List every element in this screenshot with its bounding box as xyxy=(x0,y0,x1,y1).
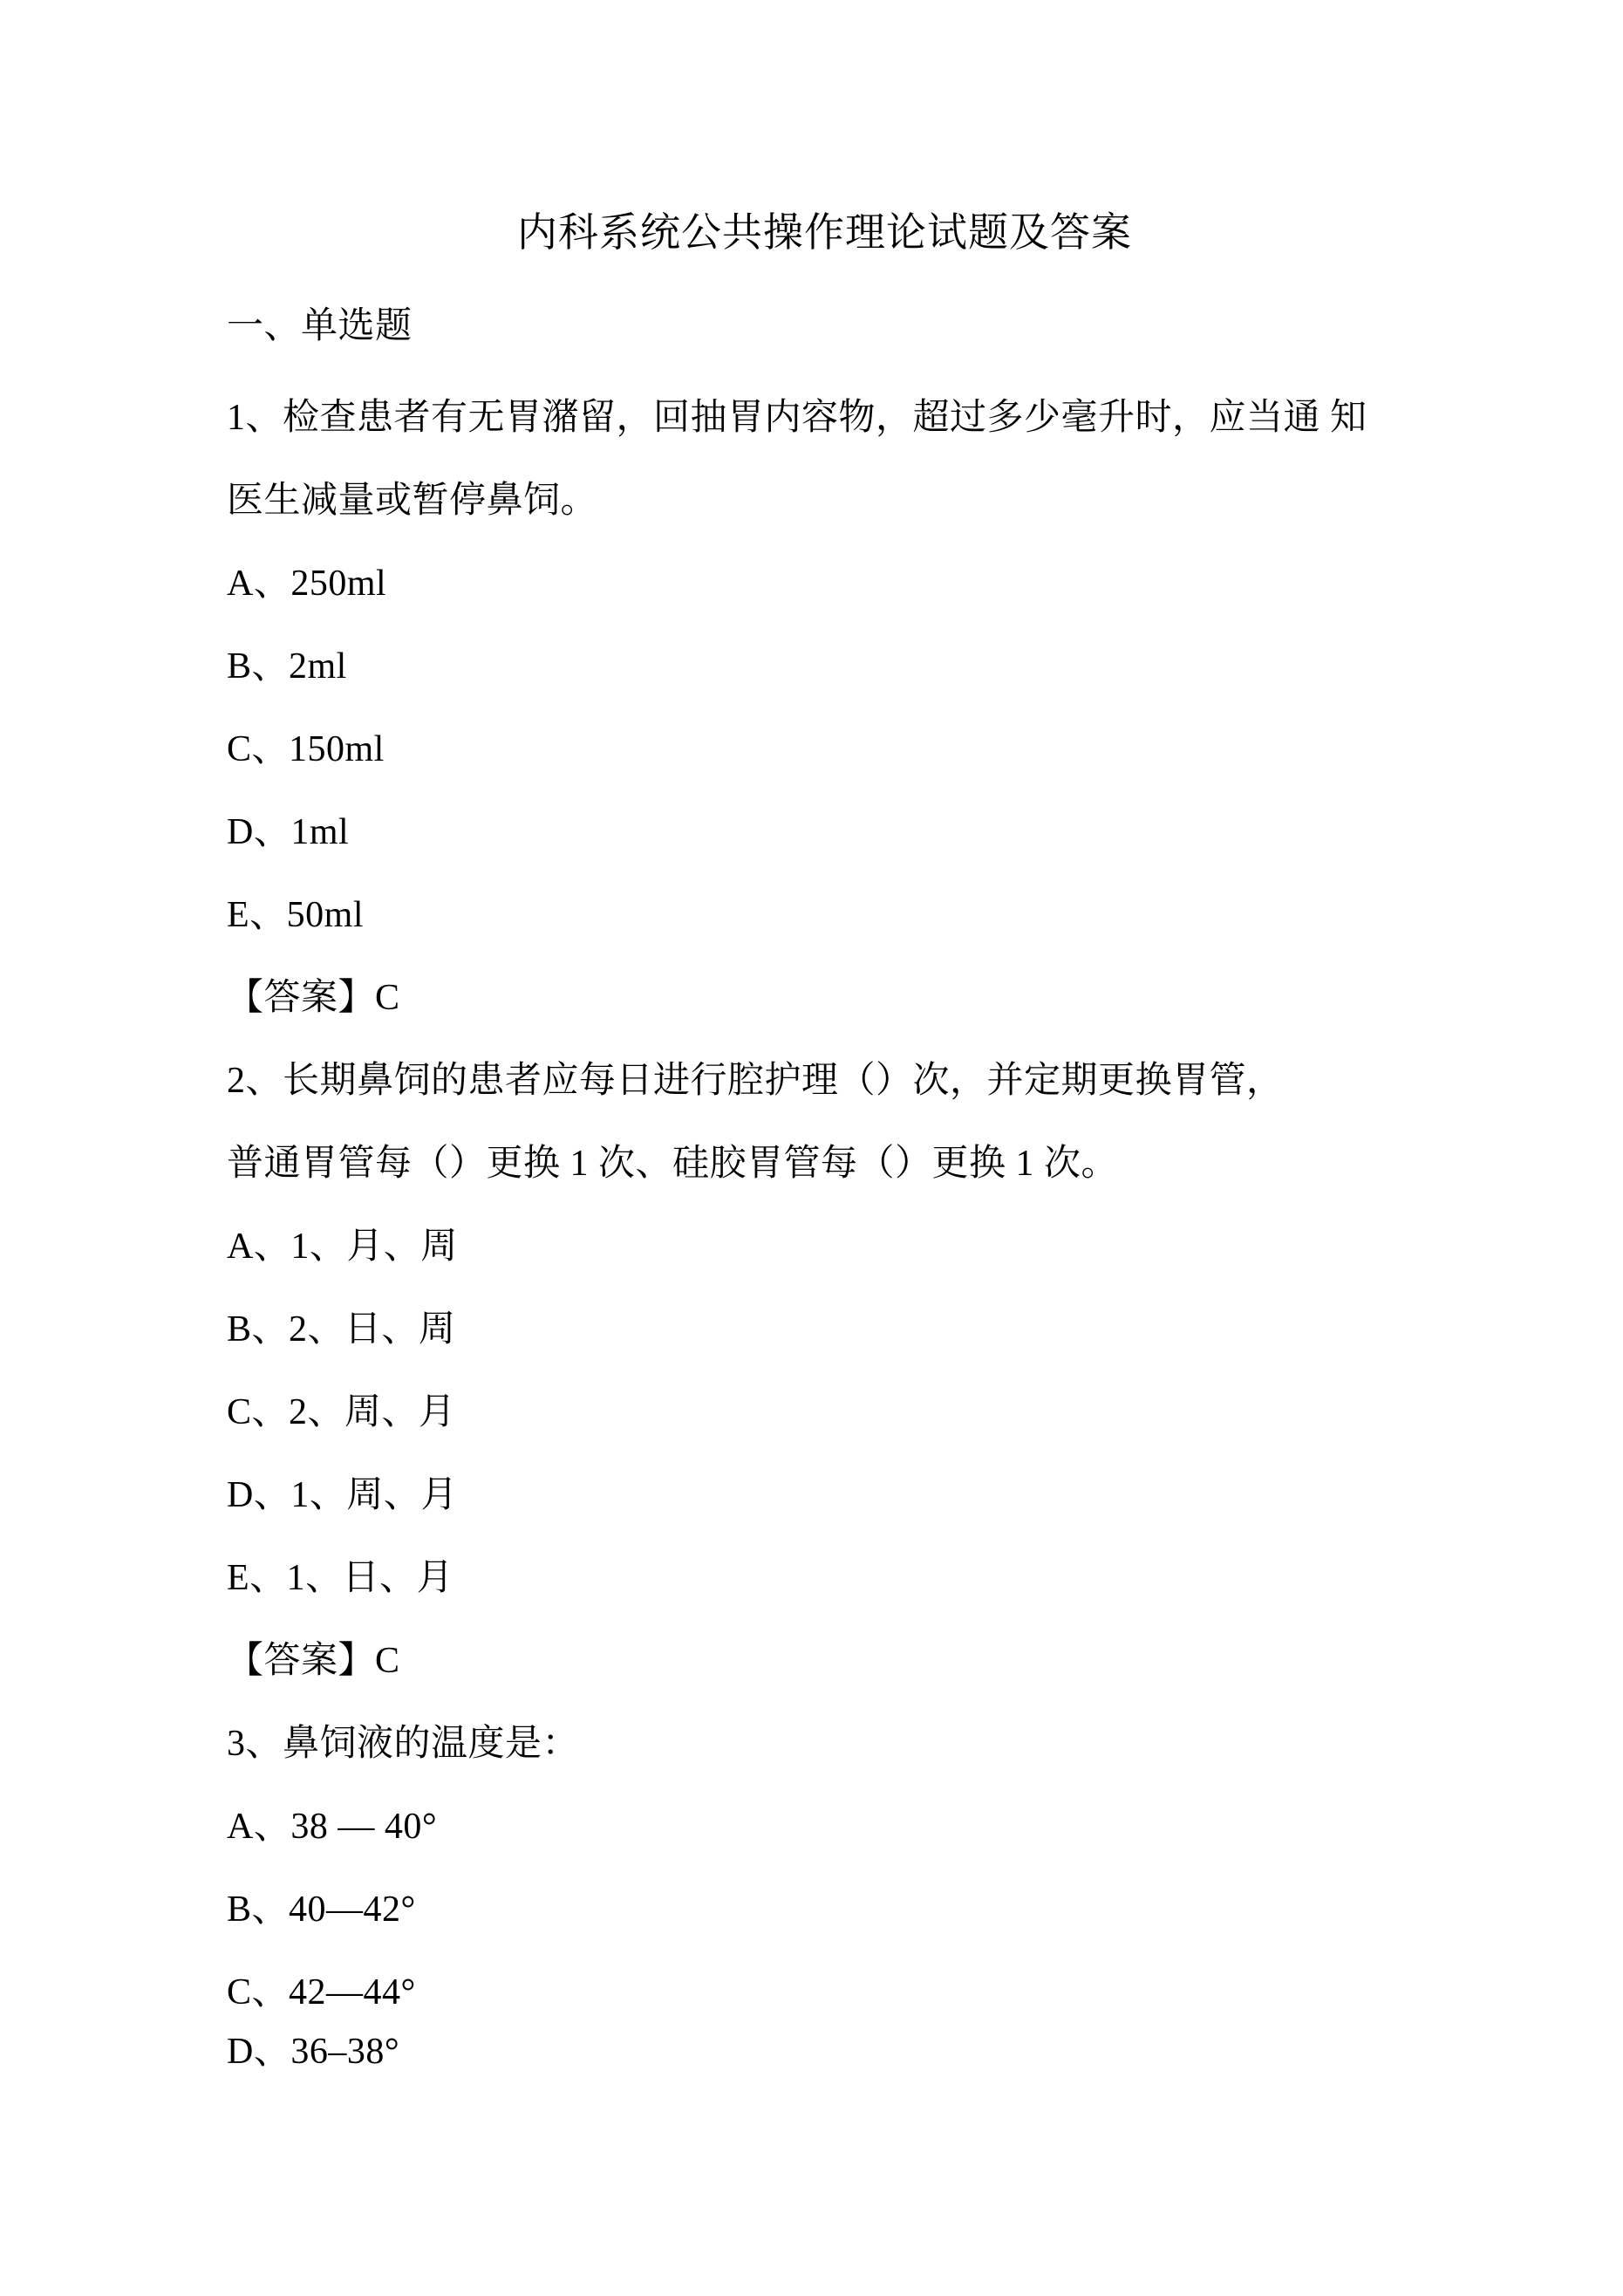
option-line-d: D、36–38° xyxy=(227,2032,400,2072)
option-line-b: B、2ml xyxy=(227,646,347,687)
section-heading: 一、单选题 xyxy=(227,306,413,346)
option-line-a: A、250ml xyxy=(227,564,387,604)
option-line-e: E、1、日、月 xyxy=(227,1558,454,1598)
option-line-a: A、38 — 40° xyxy=(227,1807,438,1847)
question-line: 普通胃管每（）更换 1 次、硅胶胃管每（）更换 1 次。 xyxy=(227,1144,1119,1184)
option-line-b: B、40—42° xyxy=(227,1889,416,1930)
option-line-e: E、50ml xyxy=(227,895,364,935)
question-line: 1、检查患者有无胃潴留，回抽胃内容物，超过多少毫升时，应当通 知 xyxy=(227,398,1367,438)
option-line-c: C、150ml xyxy=(227,729,385,769)
answer-line: 【答案】C xyxy=(227,1641,400,1681)
answer-line: 【答案】C xyxy=(227,978,400,1018)
question-line: 2、长期鼻饲的患者应每日进行腔护理（）次，并定期更换胃管， xyxy=(227,1061,1284,1101)
question-3 xyxy=(227,1723,1422,2114)
question-2 xyxy=(227,1060,1422,1723)
option-line-d: D、1、周、月 xyxy=(227,1475,458,1515)
question-1 xyxy=(227,397,1422,1060)
option-line-c: C、42—44° xyxy=(227,1972,416,2012)
option-line-d: D、1ml xyxy=(227,812,350,852)
option-line-a: A、1、月、周 xyxy=(227,1227,458,1267)
question-line: 医生减量或暂停鼻饲。 xyxy=(227,481,598,521)
option-line-c: C、2、周、月 xyxy=(227,1392,456,1432)
option-line-b: B、2、日、周 xyxy=(227,1309,456,1350)
question-line: 3、鼻饲液的温度是： xyxy=(227,1724,580,1764)
document-title: 内科系统公共操作理论试题及答案 xyxy=(517,210,1132,255)
